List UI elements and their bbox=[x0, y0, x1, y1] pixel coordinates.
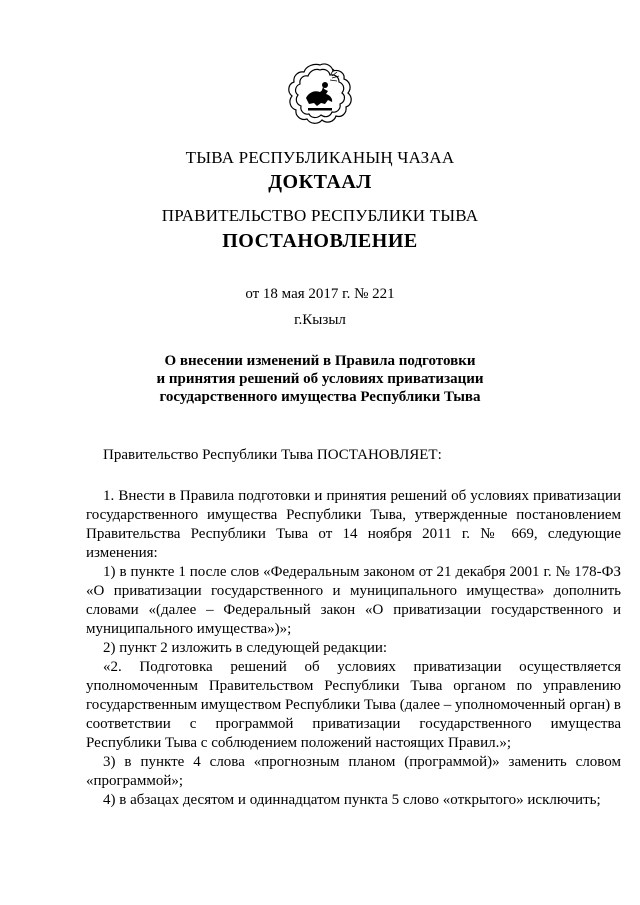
resolution-title bbox=[0, 352, 640, 406]
header-doctype-tuvan: ДОКТААЛ bbox=[268, 171, 372, 193]
body-paragraph: 1. Внести в Правила подготовки и принятия решений об условиях приватизации государственного имущества Республики Тыва, утвержденные постановлением Правительства Республики Тыва от 14 ноября 2011 г. № 669, следующие изменения: bbox=[86, 488, 621, 561]
date-number: от 18 мая 2017 г. № 221 bbox=[245, 286, 395, 302]
header-republic-tuvan: ТЫВА РЕСПУБЛИКАНЫҢ ЧАЗАА bbox=[185, 148, 455, 167]
body-paragraph: 3) в пункте 4 слова «прогнозным планом (программой)» заменить словом «программой»; bbox=[86, 754, 621, 789]
header-doctype-russian: ПОСТАНОВЛЕНИЕ bbox=[222, 230, 418, 252]
title-line: и принятия решений об условиях приватизации bbox=[156, 371, 484, 387]
title-line: О внесении изменений в Правила подготовки bbox=[164, 353, 476, 369]
body-paragraph: «2. Подготовка решений об условиях приватизации осуществляется уполномоченным Правительством Республики Тыва органом по управлению государственным имуществом Республики Тыва (далее – уполномоченный орган) в соответствии с программой приватизации государственного имущества Республики Тыва с соблюдением положений настоящих Правил.»; bbox=[86, 659, 621, 751]
body-paragraph: 4) в абзацах десятом и одиннадцатом пункта 5 слово «открытого» исключить; bbox=[103, 792, 601, 808]
body-paragraph: 2) пункт 2 изложить в следующей редакции: bbox=[103, 640, 388, 656]
header-republic-russian: ПРАВИТЕЛЬСТВО РЕСПУБЛИКИ ТЫВА bbox=[161, 206, 479, 225]
preamble: Правительство Республики Тыва ПОСТАНОВЛЯЕТ: bbox=[103, 447, 442, 463]
title-line: государственного имущества Республики Тыва bbox=[159, 389, 481, 405]
resolution-body bbox=[86, 446, 621, 810]
tuva-coat-of-arms-icon bbox=[284, 62, 356, 126]
body-paragraph: 1) в пункте 1 после слов «Федеральным законом от 21 декабря 2001 г. № 178-ФЗ «О приватизации государственного и муниципального имущества» дополнить словами «(далее – Федеральный закон «О приватизации государственного и муниципального имущества»)»; bbox=[86, 564, 621, 637]
city: г.Кызыл bbox=[294, 312, 346, 328]
